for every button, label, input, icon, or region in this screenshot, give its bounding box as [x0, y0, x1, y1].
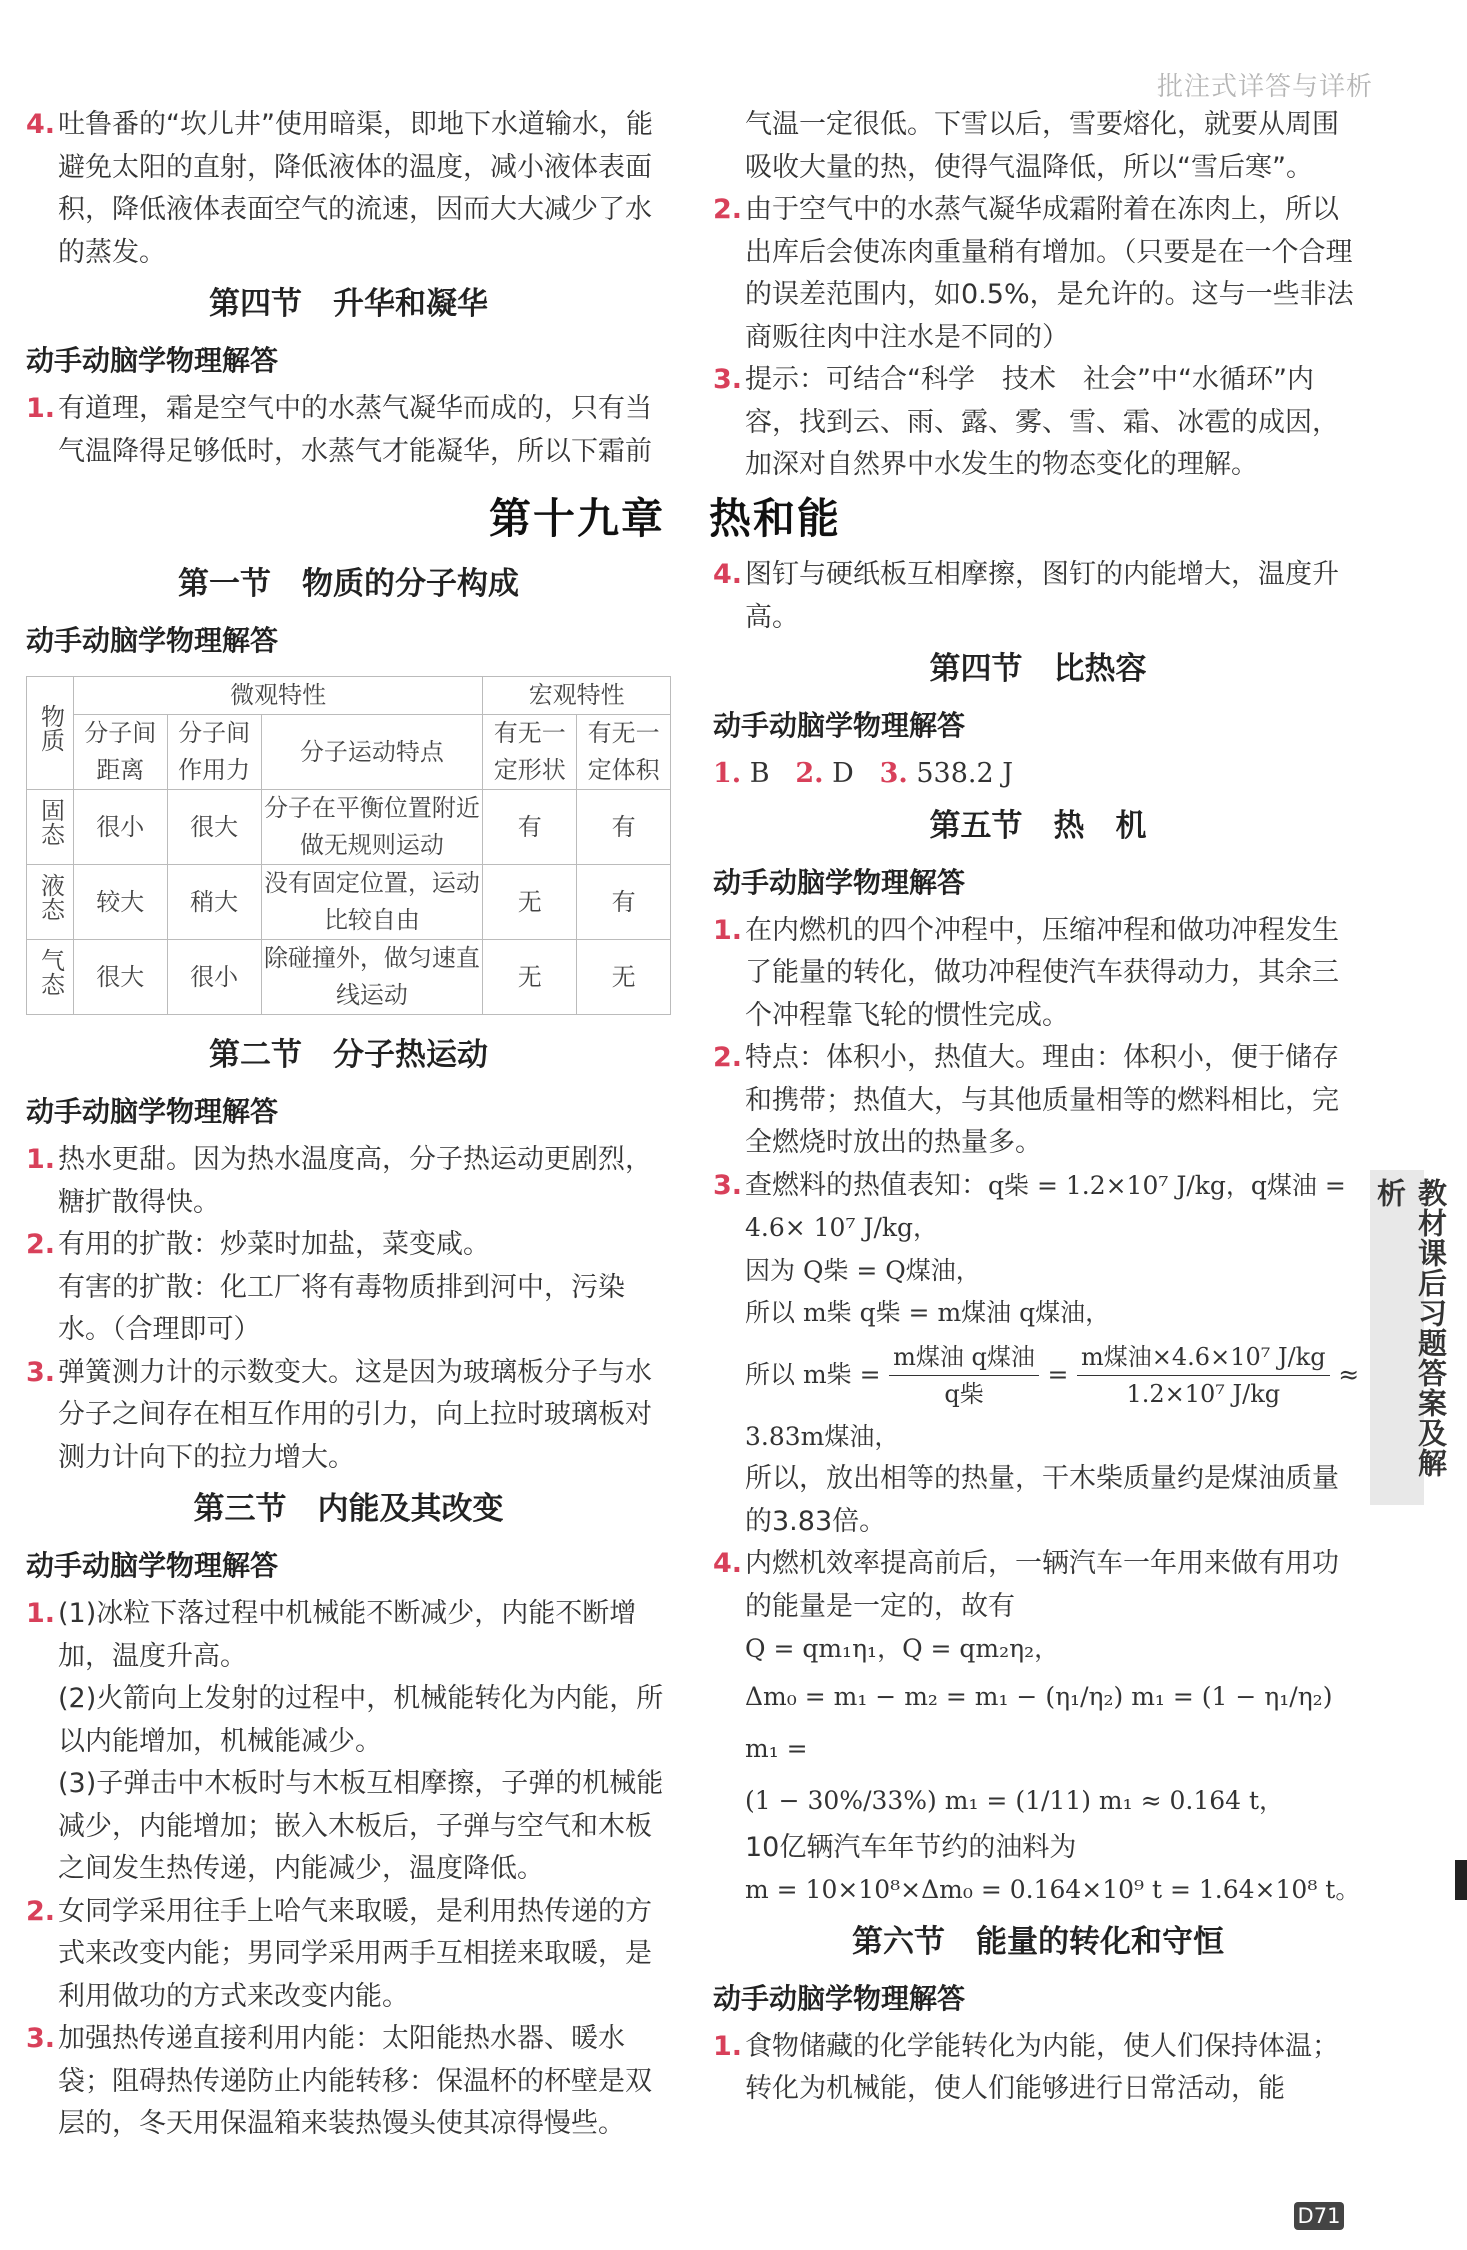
formula: 3.83m煤油， — [745, 1421, 900, 1451]
item-text: (3)子弹击中木板时与木板互相摩擦，子弹的机械能减少，内能增加；嵌入木板后，子弹与空气和木板之间发生热传递，内能减少，温度降低。 — [58, 1768, 664, 1884]
section-title: 第四节 升华和凝华 — [209, 286, 488, 322]
item-number: 3. — [26, 1356, 56, 1388]
section-title: 第三节 内能及其改变 — [193, 1491, 504, 1527]
item-text: 气温一定很低。下雪以后，雪要熔化，就要从周围吸收大量的热，使得气温降低，所以“雪后寒”。 — [745, 109, 1339, 183]
table-header: 微观特性 — [73, 677, 482, 715]
item-number: 2. — [713, 194, 743, 225]
section-title: 第一节 物质的分子构成 — [178, 566, 519, 602]
table-header: 分子运动特点 — [261, 715, 483, 790]
item-text: 内燃机效率提高前后，一辆汽车一年用来做有用功的能量是一定的，故有 — [745, 1548, 1339, 1622]
page-number: D71 — [1294, 2202, 1344, 2230]
item-text: (2)火箭向上发射的过程中，机械能转化为内能，所以内能增加，机械能减少。 — [58, 1683, 664, 1757]
item-text: 加强热传递直接利用内能：太阳能热水器、暖水袋；阻碍热传递防止内能转移：保温杯的杯壁是双层的，冬天用保温箱来装热馒头使其凉得慢些。 — [58, 2023, 652, 2139]
item-number: 2. — [795, 758, 824, 789]
fraction-numerator: m煤油 q煤油 — [889, 1339, 1039, 1376]
list-item — [713, 2026, 1363, 2111]
item-number: 1. — [26, 1598, 56, 1629]
table-cell: 很小 — [167, 940, 261, 1015]
item-text: 吐鲁番的“坎儿井”使用暗渠，即地下水道输水，能避免太阳的直射，降低液体的温度，减小液体表面积，降低液体表面空气的流速，因而大大减少了水的蒸发。 — [58, 109, 653, 268]
table-header: 有无一定形状 — [483, 715, 577, 790]
formula: Q = qm₁η₁，Q = qm₂η₂， — [745, 1634, 1060, 1663]
list-item — [713, 189, 1363, 359]
list-item — [713, 104, 1363, 189]
item-number: 1. — [713, 2030, 743, 2062]
formula: q柴 = 1.2×10⁷ J/kg，q煤油 = 4.6× 10⁷ J/kg， — [745, 1170, 1346, 1242]
list-item — [713, 1037, 1363, 1165]
table-cell: 液态 — [36, 872, 65, 921]
item-number: 4. — [713, 559, 743, 590]
list-item — [26, 2018, 671, 2146]
section-subtitle: 动手动脑学物理解答 — [713, 865, 966, 899]
list-item — [26, 104, 671, 274]
item-number: 1. — [713, 914, 743, 946]
item-number: 1. — [713, 758, 742, 789]
table-cell: 很大 — [73, 940, 167, 1015]
list-item — [713, 554, 1363, 639]
item-text: 特点：体积小，热值大。理由：体积小，便于储存和携带；热值大，与其他质量相等的燃料相比，完全燃烧时放出的热量多。 — [745, 1042, 1339, 1158]
table-cell: 有 — [577, 865, 671, 940]
item-number: 1. — [26, 393, 56, 424]
list-item — [713, 910, 1363, 1038]
table-cell: 分子在平衡位置附近做无规则运动 — [261, 790, 483, 865]
right-column-lower — [713, 554, 1363, 2111]
item-text: 有道理，霜是空气中的水蒸气凝华而成的，只有当气温降得足够低时，水蒸气才能凝华，所以下霜前 — [58, 393, 652, 467]
item-text: 图钉与硬纸板互相摩擦，图钉的内能增大，温度升高。 — [745, 559, 1339, 633]
edge-marker — [1455, 1860, 1467, 1900]
formula: 所以 m柴 q柴 = m煤油 q煤油， — [745, 1298, 1111, 1327]
table-cell: 除碰撞外，做匀速直线运动 — [261, 940, 483, 1015]
item-number: 2. — [26, 1895, 56, 1927]
section-title: 第四节 比热容 — [929, 651, 1147, 687]
table-cell: 很大 — [167, 790, 261, 865]
section-subtitle: 动手动脑学物理解答 — [26, 624, 279, 657]
table-cell: 有 — [577, 790, 671, 865]
item-text: 提示：可结合“科学 技术 社会”中“水循环”内容，找到云、雨、露、雾、雪、霜、冰雹的成因，加深对自然界中水发生的物态变化的理解。 — [745, 364, 1339, 480]
left-column — [26, 104, 671, 473]
table-header: 分子间作用力 — [167, 715, 261, 790]
molecule-table — [26, 676, 671, 1015]
table-cell: 很小 — [73, 790, 167, 865]
list-item — [713, 1543, 1363, 1912]
list-item — [26, 1224, 671, 1352]
item-text: 食物储藏的化学能转化为内能，使人们保持体温；转化为机械能，使人们能够进行日常活动，能 — [745, 2030, 1339, 2104]
table-cell: 无 — [577, 940, 671, 1015]
table-cell: 无 — [483, 940, 577, 1015]
list-item — [26, 1139, 671, 1224]
chapter-title: 第十九章 热和能 — [488, 494, 841, 543]
fraction-denominator: 1.2×10⁷ J/kg — [1126, 1379, 1281, 1408]
item-number: 3. — [713, 1169, 743, 1201]
section-title: 第二节 分子热运动 — [209, 1037, 488, 1073]
list-item — [26, 388, 671, 473]
item-text: 所以，放出相等的热量，干木柴质量约是煤油质量的3.83倍。 — [745, 1463, 1339, 1537]
list-item — [26, 1891, 671, 2019]
item-text: 由于空气中的水蒸气凝华成霜附着在冻肉上，所以出库后会使冻肉重量稍有增加。（只要是在一个合理的误差范围内，如0.5%，是允许的。这与一些非法商贩往肉中注水是不同的） — [745, 194, 1354, 353]
table-cell: 稍大 — [167, 865, 261, 940]
table-cell: 有 — [483, 790, 577, 865]
table-row — [27, 865, 671, 940]
item-text: 弹簧测力计的示数变大。这是因为玻璃板分子与水分子之间存在相互作用的引力，向上拉时玻璃板对测力计向下的拉力增大。 — [58, 1356, 652, 1473]
table-header: 有无一定体积 — [577, 715, 671, 790]
item-number: 4. — [713, 1548, 743, 1579]
answer-value: D — [832, 758, 854, 789]
table-row — [27, 940, 671, 1015]
fraction — [1077, 1339, 1330, 1412]
table-header: 宏观特性 — [483, 677, 671, 715]
section-subtitle: 动手动脑学物理解答 — [26, 344, 279, 377]
fraction-numerator: m煤油×4.6×10⁷ J/kg — [1077, 1339, 1330, 1376]
table-cell: 无 — [483, 865, 577, 940]
table-header: 分子间距离 — [73, 715, 167, 790]
page-header: 批注式详答与详析 — [1156, 72, 1373, 102]
item-text: 女同学采用往手上哈气来取暖，是利用热传递的方式来改变内能；男同学采用两手互相搓来取暖，是利用做功的方式来改变内能。 — [58, 1895, 652, 2012]
item-number: 3. — [26, 2023, 56, 2054]
item-text: 有用的扩散：炒菜时加盐，菜变咸。 — [58, 1229, 490, 1260]
table-cell: 没有固定位置，运动比较自由 — [261, 865, 483, 940]
list-item — [26, 1593, 671, 1891]
item-text: 有害的扩散：化工厂将有毒物质排到河中，污染水。（合理即可） — [58, 1271, 625, 1345]
table-header: 物质 — [36, 703, 65, 752]
section-title: 第六节 能量的转化和守恒 — [852, 1923, 1224, 1960]
side-tab — [1370, 1170, 1448, 1505]
item-text: 热水更甜。因为热水温度高，分子热运动更剧烈，糖扩散得快。 — [58, 1144, 652, 1218]
side-tab-label: 教材课后习题答案及解析 — [1373, 1178, 1448, 1478]
fraction-denominator: q柴 — [944, 1379, 984, 1408]
item-number: 2. — [26, 1229, 56, 1260]
formula: (1 − 30%/33%) m₁ = (1/11) m₁ ≈ 0.164 t， — [745, 1785, 1285, 1815]
table-row — [27, 790, 671, 865]
list-item — [26, 1352, 671, 1480]
section-subtitle: 动手动脑学物理解答 — [713, 709, 966, 742]
item-text: (1)冰粒下落过程中机械能不断减少，内能不断增加，温度升高。 — [58, 1598, 637, 1672]
formula: Δm₀ = m₁ − m₂ = m₁ − (η₁/η₂) m₁ = (1 − η₁/η₂) m₁ = — [745, 1681, 1333, 1763]
left-column-lower — [26, 554, 671, 2146]
formula: ≈ — [1338, 1359, 1360, 1389]
formula: 所以 m柴 = — [745, 1359, 881, 1389]
list-item — [713, 359, 1363, 487]
formula: 因为 Q柴 = Q煤油， — [745, 1255, 981, 1285]
section-subtitle: 动手动脑学物理解答 — [26, 1549, 279, 1582]
section-subtitle: 动手动脑学物理解答 — [713, 1981, 966, 2015]
list-item: 3. 查燃料的热值表知：q柴 = 1.2×10⁷ J/kg，q煤油 = 4.6× 10⁷ J/kg， 因为 Q柴 = Q煤油， 所以 m柴 q柴 = m煤油 q煤油， 所以 m柴 = $\frac{\text{m煤油 q煤油}}{\text{q柴}}$ = $\frac{\text{m煤油×4.6×10⁷ J/kg}}{\text{1.2×10⁷ J/kg}}$ ≈ 3.83m煤油， 所以，放出相等的热量，干木柴质量约是煤油质量的3.83倍。 — [713, 1165, 1363, 1544]
item-number: 3. — [713, 364, 743, 395]
item-number: 1. — [26, 1144, 56, 1175]
answer-value: 538.2 J — [916, 758, 1014, 789]
table-cell: 固态 — [36, 797, 65, 846]
item-number: 3. — [879, 758, 908, 789]
right-column-top — [713, 104, 1363, 487]
table-cell: 较大 — [73, 865, 167, 940]
table-cell: 气态 — [36, 947, 65, 996]
item-number: 4. — [26, 109, 56, 140]
item-text: 在内燃机的四个冲程中，压缩冲程和做功冲程发生了能量的转化，做功冲程使汽车获得动力，其余三个冲程靠飞轮的惯性完成。 — [745, 914, 1339, 1031]
item-text: 查燃料的热值表知： — [745, 1169, 988, 1201]
section-subtitle: 动手动脑学物理解答 — [26, 1095, 279, 1128]
answer-value: B — [749, 758, 770, 789]
section-title: 第五节 热 机 — [929, 807, 1147, 844]
fraction — [889, 1339, 1039, 1412]
answer-row — [713, 753, 1363, 796]
item-number: 2. — [713, 1042, 743, 1073]
item-text: 10亿辆汽车年节约的油料为 — [745, 1831, 1077, 1863]
formula: m = 10×10⁸×Δm₀ = 0.164×10⁹ t = 1.64×10⁸ t。 — [745, 1875, 1361, 1904]
